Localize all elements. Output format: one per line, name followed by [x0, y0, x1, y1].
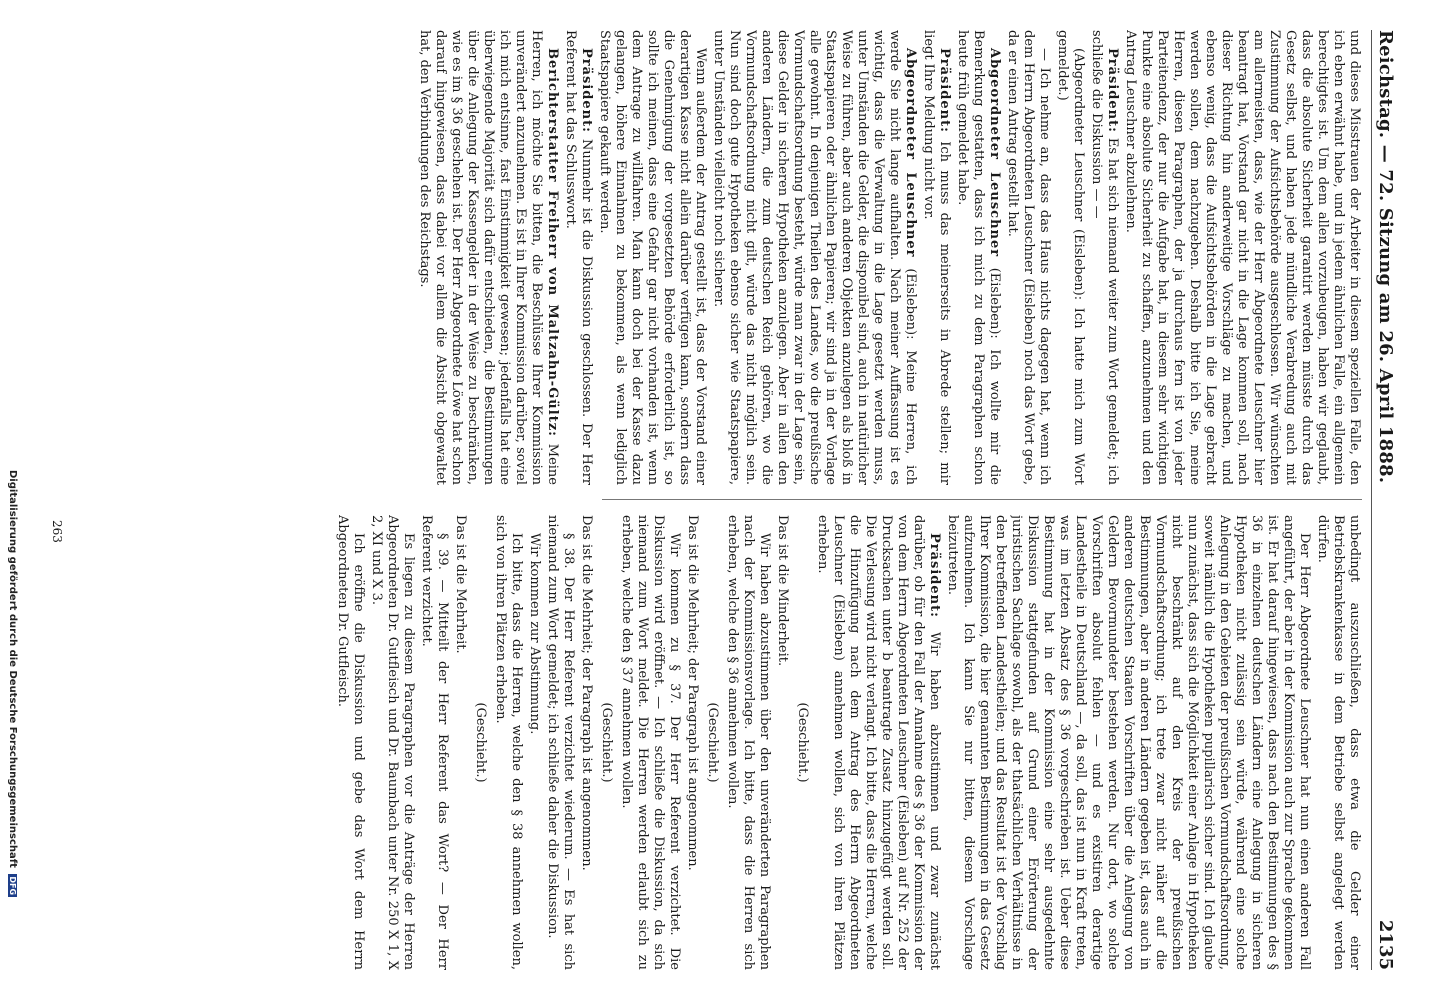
paragraph-text: unbedingt auszuschließen, dass etwa die Gelder einer Betriebskrankenkasse in dem Betriebe selbst angelegt werden dürfen. — [1315, 515, 1362, 970]
stage-direction-text: (Geschieht.) — [705, 702, 720, 783]
paragraph-text: Es liegen zu diesem Paragraphen vor die Anträge der Herren Abgeordneten Dr. Gutfleisch und Dr. Baumbach unter Nr. 250 X 1, X 2, XI und X 3. — [369, 515, 416, 970]
body-paragraph — [452, 515, 468, 970]
paragraph-text: Das ist die Mehrheit; der Paragraph ist angenommen. — [685, 515, 700, 871]
speaker-name: Berichterstatter Freiherr von Maltzahn-Gültz: — [545, 48, 560, 437]
body-paragraph — [618, 515, 682, 970]
body-paragraph — [596, 30, 708, 485]
speech-paragraph — [416, 30, 560, 485]
stage-direction — [704, 515, 720, 970]
stage-direction — [472, 515, 488, 970]
body-paragraph — [368, 515, 416, 970]
paragraph-text: — Ich nehme an, dass das Haus nichts dagegen hat, wenn ich dem Herrn Abgeordneten Leuschner (Eisleben) noch das Wort gebe, da er einen Antrag gestellt hat. — [1005, 30, 1052, 485]
paragraph-text: § 39. — Mitteilt der Herr Referent das Wort? — Der Herr Referent verzichtet. — [419, 515, 450, 970]
dfg-logo: DFG — [8, 876, 17, 896]
body-paragraph — [1004, 30, 1052, 485]
speaker-name: Präsident: — [1105, 48, 1120, 133]
paragraph-text: § 38. Der Herr Referent verzichtet wiederum. — Es hat sich niemand zum Wort gemeldet; ich schließe daher die Diskussion. — [545, 515, 576, 970]
body-paragraph — [684, 515, 700, 970]
speech-text: Wir haben abzustimmen und zwar zunächst darüber, ob für den Fall der Annahme des § 36 der Kommission der von dem Herrn Abgeordneten Leuschner (Eisleben) auf Nr. 252 der Drucksachen unter b beantragte Zusatz hinzugefügt werden soll. Die Verlesung wird nicht verlangt. Ich bitte, dass die Herren, welche die Hinzufügung nach dem Antrag des Herrn Abgeordneten Leuschner (Eisleben) annehmen wollen, sich von ihren Plätzen erheben. — [815, 515, 942, 970]
paragraph-text: Wir kommen zu § 37. Der Herr Referent verzichtet. Die Diskussion wird eröffnet. — Ich schließe die Diskussion, da sich niemand zum Wort meldet. Die Herren werden erlaubt sich zu erheben, welche den § 37 annehmen wollen. — [619, 515, 682, 970]
speaker-name: Abgeordneter Leuschner — [903, 48, 918, 258]
body-paragraph — [1314, 515, 1362, 970]
paragraph-text: Das ist die Minderheit. — [775, 515, 790, 667]
speaker-name: Abgeordneter Leuschner — [987, 48, 1002, 258]
body-paragraph — [724, 515, 772, 970]
paragraph-text: (Abgeordneter Leuschner (Eisleben): Ich hatte mich zum Wort gemeldet.) — [1055, 30, 1086, 485]
speech-text: Meine Herren, ich möchte Sie bitten, die Beschlüsse Ihrer Kommission unverändert anzunehmen. Es ist in Ihrer Kommission darüber, soviel ich mich entsinne, fast Einstimmigkeit gewesen; jedenfalls hat eine überwiegende Majorität sich dafür entschieden, die Bestimmungen über die Anlegung der Kassengelder in der Weise zu beschränken, wie es im § 36 geschehen ist. Der Herr Abgeordnete Löwe hat schon darauf hingewiesen, dass dabei vor allem die Absicht obgewaltet hat, den Verbindungen des Reichstags. — [417, 30, 560, 485]
running-title: Reichstag. — 72. Sitzung am 26. April 1888. — [1375, 30, 1396, 484]
body-paragraph — [578, 515, 594, 970]
speech-paragraph — [710, 30, 918, 485]
stage-direction-text: (Geschieht.) — [795, 702, 810, 783]
digitization-credit — [2, 470, 18, 990]
paragraph-text: Das ist die Mehrheit; der Paragraph ist angenommen. — [579, 515, 594, 871]
paragraph-text: und dieses Misstrauen der Arbeiter in diesem speziellen Falle, den ich eben erwähnt habe, und in jedem ähnlichen Falle, ein allgemein berechtigtes ist. Um dem allen vorzubeugen, haben wir geglaubt, dass die absolute Sicherheit garantirt werden müsste durch das Gesetz selbst, und haben jede mündliche Verabredung auch mit Zustimmung der Aufsichtsbehörde ausgeschlossen. Wir wünschten am allermeisten, dass, wie der Herr Abgeordnete Leuschner hier beantragt hat, Vorstand gar nicht in die Lage kommen soll, nach dieser Richtung hin anderweitige Vorschläge zu machen, und ebenso wenig, dass die Aufsichtsbehörden in die Lage gebracht werden sollen, dem nachzugeben. Deshalb bitte ich Sie, meine Herren, diesen Paragraphen, der ja durchaus fern ist von jeder Parteitendenz, der nur die Aufgabe hat, in diesem sehr wichtigen Punkte eine absolute Sicherheit zu schaffen, anzunehmen und den Antrag Leuschner abzulehnen. — [1123, 30, 1362, 485]
speech-paragraph — [1088, 30, 1120, 485]
stage-direction-text: (Geschieht.) — [599, 702, 614, 783]
speaker-name: Präsident: — [927, 533, 942, 618]
body-paragraph — [1122, 30, 1362, 485]
paragraph-text: Das ist die Mehrheit. — [453, 515, 468, 654]
speech-paragraph — [562, 30, 594, 485]
speech-text: Nunmehr ist die Diskussion geschlossen. Der Herr Referent hat das Schlusswort. — [563, 30, 594, 485]
header-rule — [1371, 30, 1372, 970]
body-paragraph — [492, 515, 524, 970]
speech-paragraph — [954, 30, 1002, 485]
body-paragraph — [944, 515, 1312, 970]
body-paragraph — [334, 515, 366, 970]
column-divider — [602, 499, 1362, 500]
paragraph-text: Der Herr Abgeordnete Leuschner hat nun einen anderen Fall angeführt, der aber in der Kommission auch zur Sprache gekommen ist. Er hat darauf hingewiesen, dass nach den Bestimmungen des § 36 in einzelnen deutschen Ländern eine Anlegung in sicheren Hypotheken nicht zulässig sein würde, während eine solche Anlegung in den Gebieten der preußischen Vormundschaftsordnung, soweit nämlich die Hypotheken pupillarisch sicher sind. Ich glaube nun zunächst, dass sich die Möglichkeit einer Anlage in Hypotheken nicht beschränkt auf den Kreis der preußischen Vormundschaftsordnung; ich trete zwar nicht näher auf die Bestimmungen, aber in anderen Ländern gegeben ist, dass auch in anderen deutschen Staaten Vorschriften über die Anlegung von Geldern Bevormundeter bestehen werden. Nur dort, wo solche Vorschriften absolut fehlen — und es existiren derartige Landestheile in Deutschland —, da soll, das ist nun in Kraft treten, was im letzten Absatz des § 36 vorgeschrieben ist. Ueber diese Bestimmung hat in der Kommission eine sehr ausgedehnte Diskussion stattgefunden auf Grund einer Erörterung der juristischen Sachlage sowohl, als der thatsächlichen Verhältnisse in den betreffenden Landestheilen; und das Resultat ist der Vorschlag Ihrer Kommission, die hier genannten Bestimmungen in das Gesetz aufzunehmen. Ich kann Sie nur bitten, diesem Vorschlage beizutreten. — [945, 515, 1312, 970]
page-number: 2135 — [1375, 919, 1396, 970]
body-paragraph — [774, 515, 790, 970]
paragraph-text: Ich bitte, dass die Herren, welche den § 38 annehmen wollen, sich von ihren Plätzen erheben. — [493, 515, 524, 970]
signature-mark: 263 — [50, 520, 64, 543]
speech-text: Es hat sich niemand weiter zum Wort gemeldet; ich schließe die Diskussion — — — [1089, 30, 1120, 485]
paragraph-text: Wir haben abzustimmen über den unveränderten Paragraphen nach der Kommissionsvorlage. Ich bitte, dass die Herren sich erheben, welche den § 36 annehmen wollen. — [725, 515, 772, 970]
speaker-name: Präsident: — [579, 48, 594, 133]
speech-paragraph — [814, 515, 942, 970]
speaker-name: Präsident: — [937, 48, 952, 133]
speech-text: (Eisleben): Meine Herren, ich werde Sie nicht lange aufhalten. Nach meiner Auffassung ist es wichtig, dass die Verwaltung in die Lage gesetzt werden muss, unter Umständen die Gelder, die disponibel sind, auch in natürlicher Weise zu führen, aber auch anderen Objekten anzulegen als bloß in Staatspapieren oder ähnlichen Papieren; wir sind ja in der Vorlage alle gewohnt. In denjenigen Theilen des Landes, wo die preußische Vormundschaftsordnung besteht, würde man zwar in der Lage sein, diese Gelder in sicheren Hypotheken anzulegen. Aber in allen den anderen Ländern, die zum deutschen Reich gehören, wo die Vormundschaftsordnung nicht gilt, würde das nicht möglich sein. Nun sind doch gute Hypotheken ebenso sicher wie Staatspapiere, unter Umständen vielleicht noch sicherer. — [711, 30, 918, 485]
credit-text: Digitalisierung gefördert durch die Deutsche Forschungsgemeinschaft — [7, 470, 18, 868]
stage-direction — [598, 515, 614, 970]
stage-direction — [794, 515, 810, 970]
stage-direction-text: (Geschieht.) — [473, 702, 488, 783]
paragraph-text: Wir kommen zur Abstimmung. — [527, 533, 542, 735]
speech-paragraph — [920, 30, 952, 485]
speech-text: (Eisleben): Ich wollte mir die Bemerkung gestatten, dass ich mich zu dem Paragraphen schon heute früh gemeldet habe. — [955, 30, 1002, 485]
page-header — [1372, 30, 1398, 970]
paragraph-text: Ich eröffne die Diskussion und gebe das Wort dem Herrn Abgeordneten Dr. Gutfleisch. — [335, 515, 366, 970]
right-column — [62, 515, 1362, 970]
body-paragraph — [418, 515, 450, 970]
left-column — [62, 30, 1362, 485]
body-paragraph — [1054, 30, 1086, 485]
speech-text: Ich muss das meinerseits in Abrede stellen; mir liegt Ihre Meldung nicht vor. — [921, 30, 952, 485]
paragraph-text: Wenn außerdem der Antrag gestellt ist, dass der Vorstand einer derartigen Kasse nicht allein darüber verfügen kann, sondern dass die Genehmigung der vorgesetzten Behörde erforderlich ist, so sollte ich meinen, dass eine Gefahr gar nicht vorhanden ist, wenn dem Antrage zu willfahren. Man kann doch bei der Kasse dazu gelangen, höhere Einnahmen zu bekommen, als wenn lediglich Staatspapiere gekauft werden. — [597, 30, 708, 485]
body-paragraph — [526, 515, 542, 970]
body-paragraph — [544, 515, 576, 970]
